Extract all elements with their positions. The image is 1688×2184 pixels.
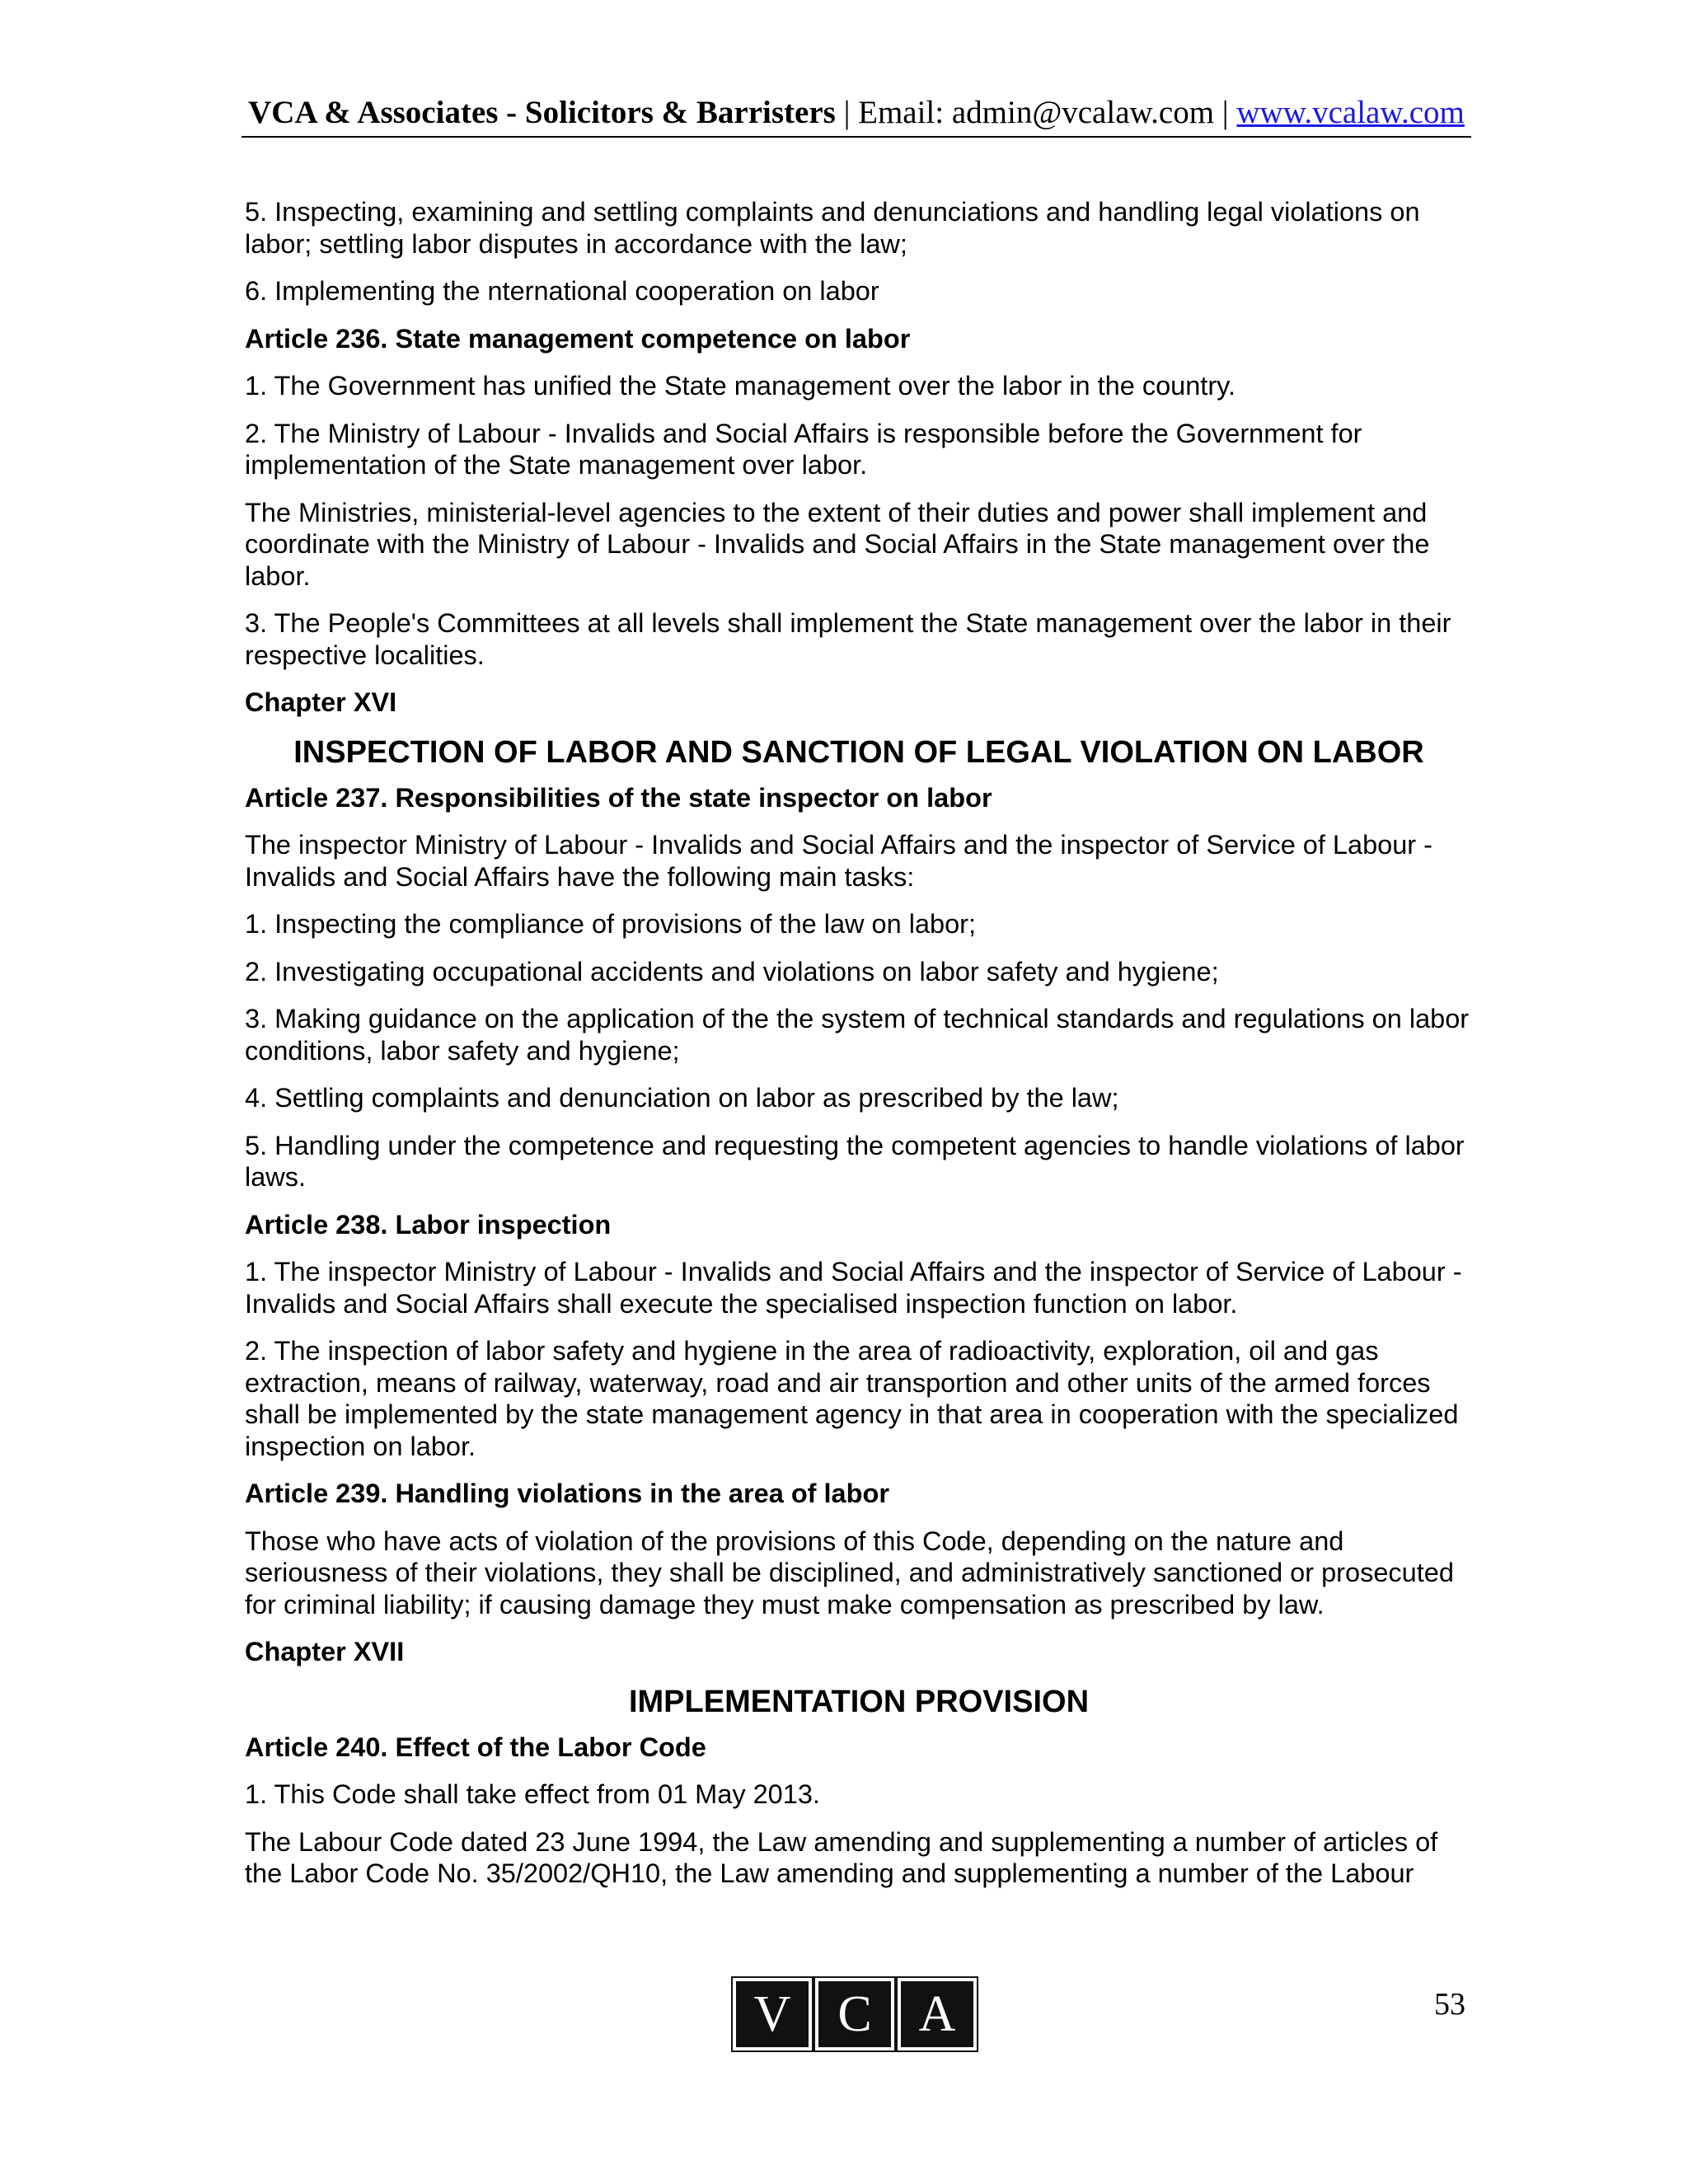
article-heading: Article 239. Handling violations in the area of labor bbox=[245, 1479, 889, 1508]
paragraph: The Ministries, ministerial-level agencies to the extent of their duties and power shall implement and coordinate with the Ministry of Labour - Invalids and Social Affairs in the State management over the labor. bbox=[245, 497, 1430, 591]
paragraph: 2. Investigating occupational accidents and violations on labor safety and hygiene; bbox=[245, 956, 1219, 987]
chapter-title: INSPECTION OF LABOR AND SANCTION OF LEGAL VIOLATION ON LABOR bbox=[293, 734, 1424, 770]
vca-logo bbox=[733, 1978, 980, 2050]
paragraph: The inspector Ministry of Labour - Invalids and Social Affairs and the inspector of Service of Labour - Invalids and Social Affairs have the following main tasks: bbox=[245, 830, 1432, 892]
article-heading: Article 238. Labor inspection bbox=[245, 1209, 612, 1240]
chapter-title: IMPLEMENTATION PROVISION bbox=[628, 1684, 1090, 1719]
paragraph: 6. Implementing the nternational cooperation on labor bbox=[245, 276, 879, 306]
paragraph: 3. The People's Committees at all levels shall implement the State management over the labor in their respective localities. bbox=[245, 608, 1451, 670]
chapter-label: Chapter XVII bbox=[245, 1637, 405, 1666]
paragraph: 1. This Code shall take effect from 01 May 2013. bbox=[245, 1779, 820, 1809]
paragraph: The Labour Code dated 23 June 1994, the Law amending and supplementing a number of articles of the Labor Code No. 35/2002/QH10, the Law amending and supplementing a number of the Labour bbox=[245, 1826, 1438, 1888]
paragraph: Those who have acts of violation of the provisions of this Code, depending on the nature and seriousness of their violations, they shall be disciplined, and administratively sanctioned or prosecuted for criminal liability; if causing damage they must make compensation as prescribed by law. bbox=[245, 1526, 1454, 1619]
header-email: Email: admin@vcalaw.com bbox=[858, 95, 1215, 130]
logo-letter-v: V bbox=[733, 1978, 812, 2050]
paragraph: 5. Inspecting, examining and settling complaints and denunciations and handling legal violations on labor; settling labor disputes in accordance with the law; bbox=[245, 197, 1420, 259]
paragraph: 4. Settling complaints and denunciation on labor as prescribed by the law; bbox=[245, 1083, 1119, 1113]
article-heading: Article 237. Responsibilities of the state inspector on labor bbox=[245, 782, 992, 813]
paragraph: 1. The Government has unified the State management over the labor in the country. bbox=[245, 371, 1236, 401]
article-heading: Article 240. Effect of the Labor Code bbox=[245, 1732, 706, 1762]
article-heading: Article 236. State management competence on labor bbox=[245, 323, 911, 354]
paragraph: 1. Inspecting the compliance of provisions of the law on labor; bbox=[245, 909, 977, 939]
firm-name: VCA & Associates - Solicitors & Barristers bbox=[248, 95, 836, 130]
paragraph: 5. Handling under the competence and requesting the competent agencies to handle violations of labor laws. bbox=[245, 1130, 1465, 1192]
paragraph: 2. The inspection of labor safety and hygiene in the area of radioactivity, exploration, oil and gas extraction, means of railway, waterway, road and air transportion and other units of the armed forces shall be implemented by the state management agency in that area in cooperation with the specialized inspection on labor. bbox=[245, 1336, 1459, 1461]
logo-letter-c: C bbox=[815, 1978, 894, 2050]
paragraph: 1. The inspector Ministry of Labour - Invalids and Social Affairs and the inspector of Service of Labour - Invalids and Social Affairs shall execute the specialised inspection function on labor. bbox=[245, 1257, 1462, 1319]
paragraph: 3. Making guidance on the application of the the system of technical standards and regulations on labor conditions, labor safety and hygiene; bbox=[245, 1004, 1470, 1066]
logo-letter-a: A bbox=[898, 1978, 977, 2050]
document-body bbox=[245, 196, 1473, 1905]
header-divider bbox=[241, 136, 1471, 138]
page-number: 53 bbox=[1434, 1987, 1465, 2022]
page-header bbox=[241, 92, 1471, 134]
website-link[interactable]: www.vcalaw.com bbox=[1236, 95, 1465, 130]
chapter-label: Chapter XVI bbox=[245, 687, 397, 717]
header-separator: | bbox=[835, 95, 859, 130]
header-separator: | bbox=[1214, 95, 1237, 130]
paragraph: 2. The Ministry of Labour - Invalids and Social Affairs is responsible before the Government for implementation of the State management over labor. bbox=[245, 418, 1362, 480]
